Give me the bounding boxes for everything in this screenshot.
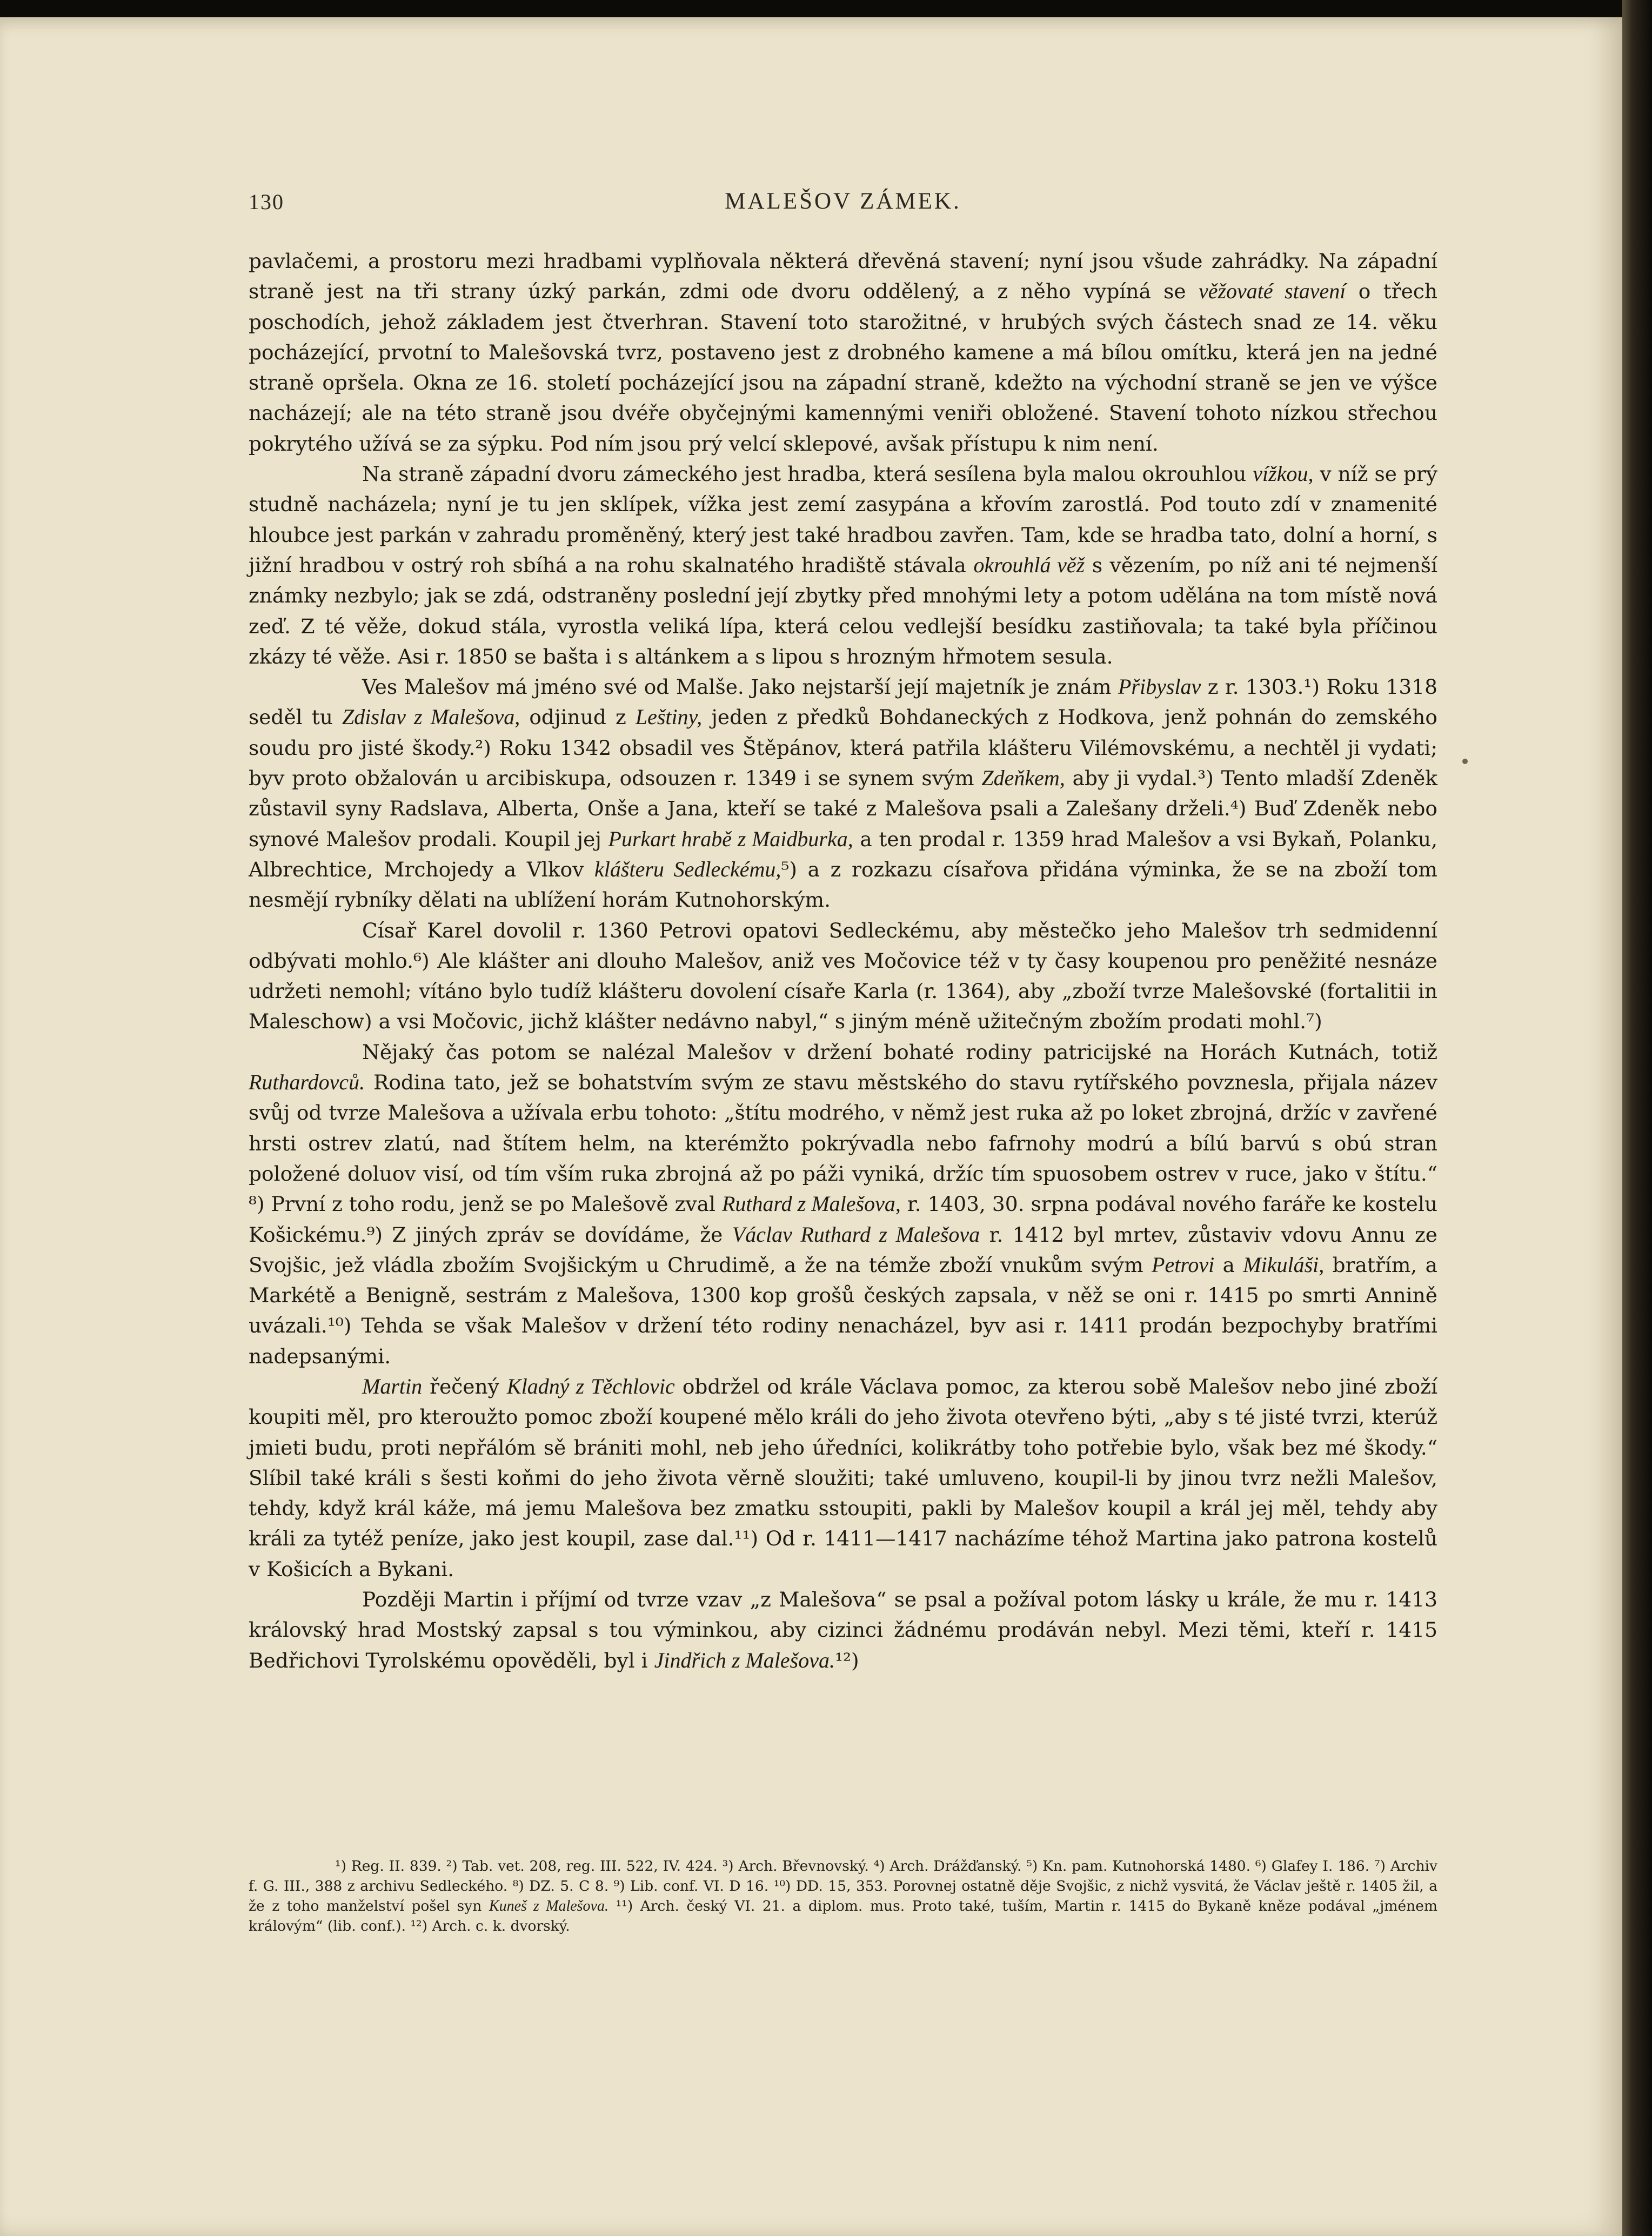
italic-name: Ruthard z Malešova, (721, 1191, 901, 1216)
text-run: v níž se prý studně nacházela; nyní je tu jen sklípek, vížka jest zemí zasypána a křovím zarostlá. Pod touto zdí v znamenité hloubce jest parkán v zahradu proměněný, který jest také hradbou zavřen. Tam, kde se hradba tato, dolní a horní, s jižní hradbou v ostrý roh sbíhá a na rohu skalnatého hradiště stávala (249, 462, 1438, 577)
text-run: o třech poschodích, jehož základem jest čtverhran. Stavení toto starožitné, v hrubých svých částech snad ze 14. věku pocházející, prvotní to Malešovská tvrz, postaveno jest z drobného kamene a má bílou omítku, která jen na jedné straně opršela. Okna ze 16. století pocházející jsou na západní straně, kdežto na východní straně se jen ve výšce nacházejí; ale na této straně jsou dvéře obyčejnými kamennými veniři obložené. Stavení tohoto nízkou střechou pokrytého užívá se za sýpku. Pod ním jsou prý velcí sklepové, avšak přístupu k nim není. (249, 279, 1437, 456)
text-run: s vězením, po níž ani té nejmenší známky nezbylo; jak se zdá, odstraněny poslední její zbytky před mnohými lety a potom udělána na tom místě nová zeď. Z té věže, dokud stála, vyrostla veliká lípa, která celou vedlejší besídku zastiňovala; ta také byla příčinou zkázy té věže. Asi r. 1850 se bašta i s altánkem a s lipou s hrozným hřmotem sesula. (249, 553, 1438, 668)
paragraph-1 (249, 246, 1437, 459)
running-title: MALEŠOV ZÁMEK. (725, 189, 961, 214)
text-run: Rodina tato, jež se bohatstvím svým ze stavu městského do stavu rytířského povznesla, přijala název svůj od tvrze Malešova a užívala erbu tohoto: „štítu modrého, v němž jest ruka až po loket zbrojná, držíc v zavřené hrsti ostrev zlatú, nad štítem helm, na kterémžto pokrývadla nebo fafrnohy modrú a bílú barvú s obú stran položené doluov visí, od tím vším ruka zbrojná až po páži vyniká, držíc tím spuosobem ostrev v ruce, jako v štítu.“ ⁸) První z toho rodu, jenž se po Malešově zval (249, 1070, 1437, 1216)
text-run: ¹²) (834, 1648, 859, 1672)
italic-name: klášteru Sedleckému, (594, 856, 781, 881)
footnotes (249, 1856, 1437, 1936)
text-run: a (1214, 1253, 1243, 1277)
italic-name: Leštiny, (635, 705, 703, 729)
paragraph-2 (249, 459, 1437, 672)
text-run: Na straně západní dvoru zámeckého jest hradba, která sesílena byla malou okrouhlou (362, 462, 1253, 486)
paragraph-3 (249, 672, 1437, 915)
page-header (249, 173, 1437, 232)
italic-name: Kuneš z Malešova. (489, 1898, 608, 1914)
italic-name: Purkart hrabě z Maidburka, (608, 826, 853, 851)
italic-name: Zdeňkem, (981, 766, 1065, 791)
italic-name: Ruthardovců. (249, 1070, 365, 1095)
italic-name: Petrovi (1152, 1252, 1215, 1277)
italic-term: vížkou, (1253, 461, 1314, 486)
italic-term: věžovaté stavení (1198, 279, 1346, 304)
text-run: ⁵) a z rozkazu císařova přidána výminka, že se na zboží tom nesmějí rybníky dělati na ublížení horám Kutnohorským. (249, 857, 1437, 912)
italic-name: Zdislav z Malešova, (342, 705, 520, 729)
text-run: odjinud z (520, 705, 636, 729)
text-run: bratřím, a Markétě a Benigně, sestrám z Malešova, 1300 kop grošů českých zapsala, v něž se oni r. 1415 po smrti Annině uvázali.¹⁰) Tehda se však Malešov v držení této rodiny nenacházel, byv asi r. 1411 prodán bezpochyby bratřími nadepsanými. (249, 1253, 1437, 1368)
footnote-block (249, 1856, 1437, 1936)
italic-name: Přibyslav (1118, 674, 1201, 699)
italic-name: Mikuláši, (1243, 1252, 1325, 1277)
text-run: pavlačemi, a prostoru mezi hradbami vyplňovala některá dřevěná stavení; nyní jsou všude zahrádky. Na západní straně jest na tři strany úzký parkán, zdmi ode dvoru oddělený, a z něho vypíná se (249, 249, 1437, 304)
paragraph-7 (249, 1584, 1437, 1676)
page-number: 130 (249, 190, 284, 214)
italic-name: Kladný z Těchlovic (506, 1374, 675, 1398)
text-run: r. 1403, 30. srpna podával nového faráře ke kostelu Košickému.⁹) Z jiných zpráv se dovídáme, že (249, 1192, 1438, 1247)
text-run: Císař Karel dovolil r. 1360 Petrovi opatovi Sedleckému, aby městečko jeho Malešov trh sedmidenní odbývati mohlo.⁶) Ale klášter ani dlouho Malešov, aniž ves Močovice též v ty časy koupenou pro peněžité nesnáze udržeti nemohl; vítáno bylo tudíž klášteru dovolení císaře Karla (r. 1364), aby „zboží tvrze Malešovské (fortalitii in Maleschow) a vsi Močovic, jichž klášter nedávno nabyl,“ s jiným méně užitečným zbožím prodati mohl.⁷) (249, 918, 1437, 1034)
paragraph-5 (249, 1037, 1437, 1371)
text-run: z r. 1303.¹) Roku 1318 seděl tu (249, 675, 1437, 729)
text-run: Nějaký čas potom se nalézal Malešov v držení bohaté rodiny patricijské na Horách Kutnách, totiž (362, 1040, 1437, 1064)
text-run: řečený (422, 1374, 507, 1398)
text-run: obdržel od krále Václava pomoc, za kterou sobě Malešov nebo jiné zboží koupiti měl, pro kteroužto pomoc zboží koupené mělo králi do jeho života otevřeno býti, „aby s té jisté tvrzi, kterúž jmieti budu, proti nepřálóm sě brániti mohl, neb jeho úředníci, kolikrátby toho potřebie bylo, však bez mé škody.“ Slíbil také králi s šesti koňmi do jeho života věrně sloužiti; také umluveno, koupil-li by jinou tvrz nežli Malešov, tehdy, když král káže, má jemu Malešova bez zmatku sstoupiti, pakli by Malešov koupil a král jej měl, tehdy aby králi za tytéž peníze, jako jest koupil, zase dal.¹¹) Od r. 1411—1417 nacházíme téhož Martina jako patrona kostelů v Košicích a Bykani. (249, 1374, 1437, 1581)
italic-name: Martin (362, 1374, 423, 1398)
text-run: a ten prodal r. 1359 hrad Malešov a vsi Bykaň, Polanku, Albrechtice, Mrchojedy a Vlkov (249, 827, 1437, 881)
text-run: Později Martin i příjmí od tvrze vzav „z Malešova“ se psal a požíval potom lásky u krále, že mu r. 1413 královský hrad Mostský zapsal s tou výminkou, aby cizinci žádnému prodáván nebyl. Mezi těmi, kteří r. 1415 Bedřichovi Tyrolskému opověděli, byl i (249, 1588, 1437, 1672)
margin-mark (1462, 759, 1468, 764)
book-spine-shadow (1622, 0, 1652, 2236)
italic-name: Jindřich z Malešova. (654, 1648, 835, 1672)
footnote-text: ¹¹) Arch. český VI. 21. a diplom. mus. Proto také, tuším, Martin r. 1415 do Bykaně kněze podával „jménem královým“ (lib. conf.). ¹²) Arch. c. k. dvorský. (249, 1898, 1438, 1934)
italic-name: Václav Ruthard z Malešova (732, 1222, 980, 1247)
text-run: jeden z předků Bohdaneckých z Hodkova, jenž pohnán do zemského soudu pro jisté škody.²) Roku 1342 obsadil ves Štěpánov, která patřila klášteru Vilémovskému, a nechtěl ji vydati; byv proto obžalován u arcibiskupa, odsouzen r. 1349 i se synem svým (249, 705, 1437, 791)
main-text (249, 246, 1437, 1676)
italic-term: okrouhlá věž (973, 552, 1085, 577)
paragraph-6 (249, 1371, 1437, 1584)
text-run: Ves Malešov má jméno své od Malše. Jako nejstarší její majetník je znám (362, 675, 1118, 699)
text-run: aby ji vydal.³) Tento mladší Zdeněk zůstavil syny Radslava, Alberta, Onše a Jana, kteří se také z Malešova psali a Zalešany drželi.⁴) Buď Zdeněk nebo synové Malešov prodali. Koupil jej (249, 766, 1437, 851)
paragraph-4 (249, 915, 1437, 1037)
footnote-text: ¹) Reg. II. 839. ²) Tab. vet. 208, reg. III. 522, IV. 424. ³) Arch. Břevnovský. ⁴) Arch. Drážďanský. ⁵) Kn. pam. Kutnohorská 1480. ⁶) Glafey I. 186. ⁷) Archiv f. G. III., 388 z archivu Sedleckého. ⁸) DZ. 5. C 8. ⁹) Lib. conf. VI. D 16. ¹⁰) DD. 15, 353. Porovnej ostatně děje Svojšic, z nichž vysvitá, že Václav ještě r. 1405 žil, a že z toho manželství pošel syn (249, 1858, 1437, 1914)
text-run: r. 1412 byl mrtev, zůstaviv vdovu Annu ze Svojšic, jež vládla zbožím Svojšickým u Chrudimě, a že na témže zboží vnukům svým (249, 1222, 1437, 1277)
